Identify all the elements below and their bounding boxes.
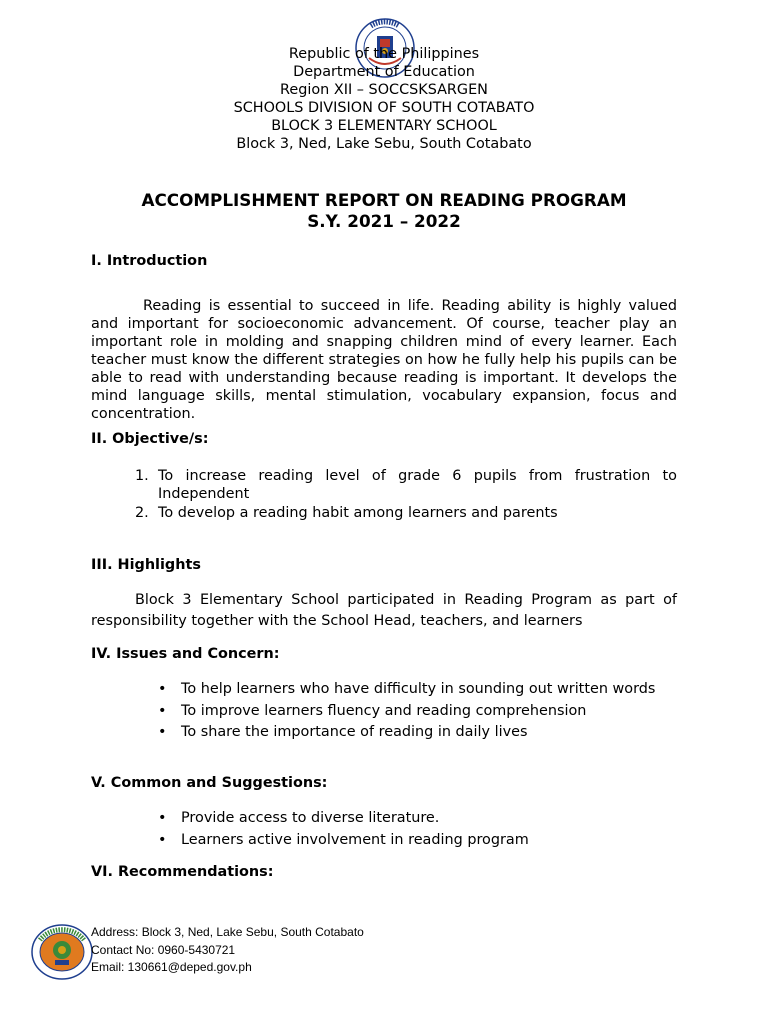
highlights-paragraph [91, 590, 677, 631]
objectives-list [135, 467, 677, 523]
header-school: BLOCK 3 ELEMENTARY SCHOOL [271, 118, 497, 134]
report-title [0, 190, 768, 232]
issue-text: To help learners who have difficulty in sounding out written words [181, 681, 656, 697]
section-heading-suggestions: V. Common and Suggestions: [91, 775, 328, 791]
suggestion-text: Provide access to diverse literature. [181, 810, 440, 826]
bullet-icon: • [158, 702, 167, 719]
list-item [158, 679, 677, 699]
objective-text: To increase reading level of grade 6 pupils from frustration to Independent [158, 468, 677, 502]
issue-text: To improve learners fluency and reading comprehension [181, 702, 587, 719]
suggestions-list [158, 808, 677, 851]
list-item [158, 722, 677, 742]
list-number: 2. [135, 505, 149, 521]
list-item [158, 701, 677, 721]
section-heading-objectives: II. Objective/s: [91, 431, 209, 447]
footer-contact-number: Contact No: 0960-5430721 [91, 942, 236, 957]
section-heading-issues: IV. Issues and Concern: [91, 646, 280, 662]
list-item [135, 504, 677, 522]
list-item [135, 467, 677, 503]
header-country: Republic of the Philippines [288, 46, 480, 62]
bullet-icon: • [158, 724, 167, 740]
section-heading-highlights: III. Highlights [91, 557, 201, 573]
bullet-icon: • [158, 810, 167, 826]
header-department: Department of Education [293, 64, 475, 80]
list-item [158, 808, 677, 828]
introduction-paragraph [91, 297, 677, 423]
document-header [0, 45, 768, 153]
issue-text: To share the importance of reading in daily lives [181, 724, 528, 740]
report-school-year: S.Y. 2021 – 2022 [307, 211, 461, 231]
issues-list [158, 679, 677, 744]
header-division: SCHOOLS DIVISION OF SOUTH COTABATO [233, 100, 535, 116]
footer-address: Address: Block 3, Ned, Lake Sebu, South Cotabato [91, 925, 364, 939]
highlights-body: Block 3 Elementary School participated in Reading Program as part of responsibility together with the School Head, teachers, and learners [91, 592, 677, 629]
report-title-main: ACCOMPLISHMENT REPORT ON READING PROGRAM [141, 190, 627, 210]
section-heading-recommendations: VI. Recommendations: [91, 864, 274, 880]
introduction-body: Reading is essential to succeed in life. Reading ability is highly valued and important for socioeconomic advancement. Of course, teacher play an important role in molding and snapping children mind of every learner. Each teacher must know the different strategies on how he fully help his pupils can be able to read with understanding because reading is important. It develops the mind language skills, mental stimulation, vocabulary expansion, focus and concentration. [91, 298, 677, 422]
list-item [158, 830, 677, 850]
header-school-address: Block 3, Ned, Lake Sebu, South Cotabato [236, 136, 532, 152]
footer-email: Email: 130661@deped.gov.ph [91, 960, 252, 974]
header-region: Region XII – SOCCSKSARGEN [280, 82, 488, 98]
section-heading-introduction: I. Introduction [91, 253, 208, 269]
bullet-icon: • [158, 831, 167, 848]
suggestion-text: Learners active involvement in reading program [181, 831, 529, 848]
school-logo [31, 924, 93, 980]
bullet-icon: • [158, 681, 167, 697]
footer-contact-info [91, 924, 364, 977]
list-number: 1. [135, 468, 149, 484]
objective-text: To develop a reading habit among learners and parents [158, 505, 558, 521]
